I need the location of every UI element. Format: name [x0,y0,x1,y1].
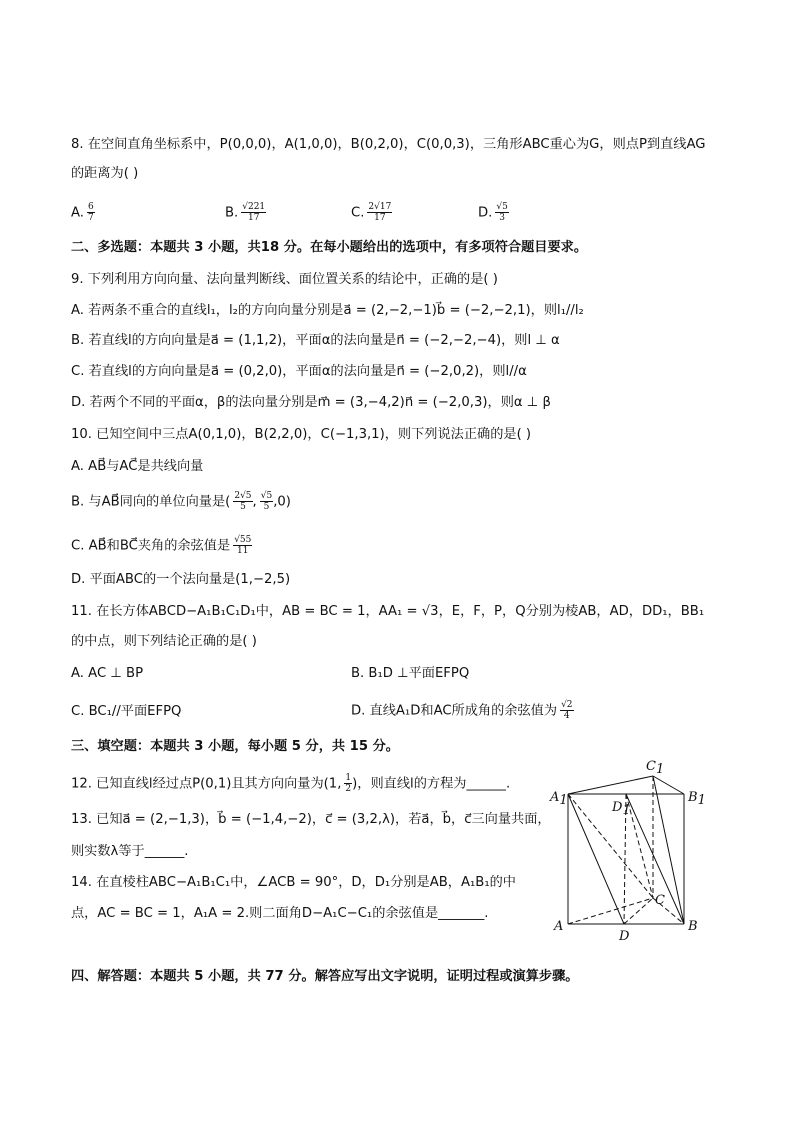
section3-heading: 三、填空题：本题共 3 小题，每小题 5 分，共 15 分。 [71,739,399,754]
label-a: A [554,919,564,934]
q8-option-a: A. $\frac{6}{7}$ [71,202,94,223]
q11-stem-line1: 11. 在长方体ABCD−A₁B₁C₁D₁中，AB = BC = 1，AA₁ = √3，E，F，P，Q分别为棱AB，AD，DD₁，BB₁ [71,604,705,619]
edge-a1c1 [568,776,653,794]
q9-option-d: D. 若两个不同的平面α，β的法向量分别是m⃗ = (3,−4,2)n⃗ = (−2,0,3)，则α ⊥ β [71,395,551,410]
label-b1: B1 [688,790,706,808]
q13-line2: 则实数λ等于______. [71,844,189,859]
q9-option-b: B. 若直线l的方向向量是a⃗ = (1,1,2)，平面α的法向量是n⃗ = (−2,−2,−4)，则l ⊥ α [71,333,560,348]
edge-c1b1 [653,776,684,794]
label-d: D [619,929,630,942]
q11-option-a: A. AC ⊥ BP [71,666,144,681]
q13-line1: 13. 已知a⃗ = (2,−1,3)，b⃗ = (−1,4,−2)，c⃗ = (3,2,λ)，若a⃗，b⃗，c⃗三向量共面， [71,812,551,827]
q14-line2: 点，AC = BC = 1，A₁A = 2.则二面角D−A₁C−C₁的余弦值是_______. [71,906,489,921]
label-b: B [688,919,698,934]
edge-ac [568,898,653,924]
q8-option-c: C. $\frac{2√17}{17}$ [351,202,392,223]
label-c: C [655,893,665,908]
q10-option-b: B. 与AB⃗同向的单位向量是( $\frac{2√5}{5}$ , $\frac{√5}{5}$ ,0) [71,491,291,512]
q8-option-d: D. $\frac{√5}{3}$ [478,202,508,223]
section4-heading: 四、解答题：本题共 5 小题，共 77 分。解答应写出文字说明，证明过程或演算步骤。 [71,969,579,984]
edge-dc [624,898,653,924]
q11-option-d: D. 直线A₁D和AC所成角的余弦值为 $\frac{√2}{4}$ [351,700,573,721]
q10-option-c: C. AB⃗和BC⃗夹角的余弦值是 $\frac{√55}{11}$ [71,535,252,556]
label-d1: D1 [612,800,631,818]
q10-stem: 10. 已知空间中三点A(0,1,0)，B(2,2,0)，C(−1,3,1)，则下列说法正确的是( ) [71,427,532,442]
q8-stem-line1: 8. 在空间直角坐标系中，P(0,0,0)，A(1,0,0)，B(0,2,0)，C(0,0,3)，三角形ABC重心为G，则点P到直线AG [71,137,706,152]
q8-option-b: B. $\frac{√221}{17}$ [225,202,266,223]
q10-option-d: D. 平面ABC的一个法向量是(1,−2,5) [71,572,291,587]
q10-option-a: A. AB⃗与AC⃗是共线向量 [71,459,204,474]
q9-option-c: C. 若直线l的方向向量是a⃗ = (0,2,0)，平面α的法向量是n⃗ = (−2,0,2)，则l//α [71,364,527,379]
prism-figure [548,756,712,942]
q9-stem: 9. 下列利用方向向量、法向量判断线、面位置关系的结论中，正确的是( ) [71,272,498,287]
label-a1: A1 [550,790,568,808]
q14-line1: 14. 在直棱柱ABC−A₁B₁C₁中，∠ACB = 90°，D，D₁分别是AB，A₁B₁的中 [71,875,516,890]
q11-stem-line2: 的中点，则下列结论正确的是( ) [71,634,257,649]
q9-option-a: A. 若两条不重合的直线l₁，l₂的方向向量分别是a⃗ = (2,−2,−1)b⃗ = (−2,−2,1)，则l₁//l₂ [71,303,584,318]
q11-option-b: B. B₁D ⊥平面EFPQ [351,666,470,681]
q12-text: 12. 已知直线l经过点P(0,1)且其方向向量为(1, $\frac{1}{2}$ )，则直线l的方程为______. [71,773,511,794]
q11-option-c: C. BC₁//平面EFPQ [71,704,182,719]
edge-a1c [568,794,653,898]
section2-heading: 二、多选题：本题共 3 小题，共18 分。在每小题给出的选项中，有多项符合题目要求。 [71,240,588,255]
q8-stem-line2: 的距离为( ) [71,166,139,181]
label-c1: C1 [646,759,665,777]
